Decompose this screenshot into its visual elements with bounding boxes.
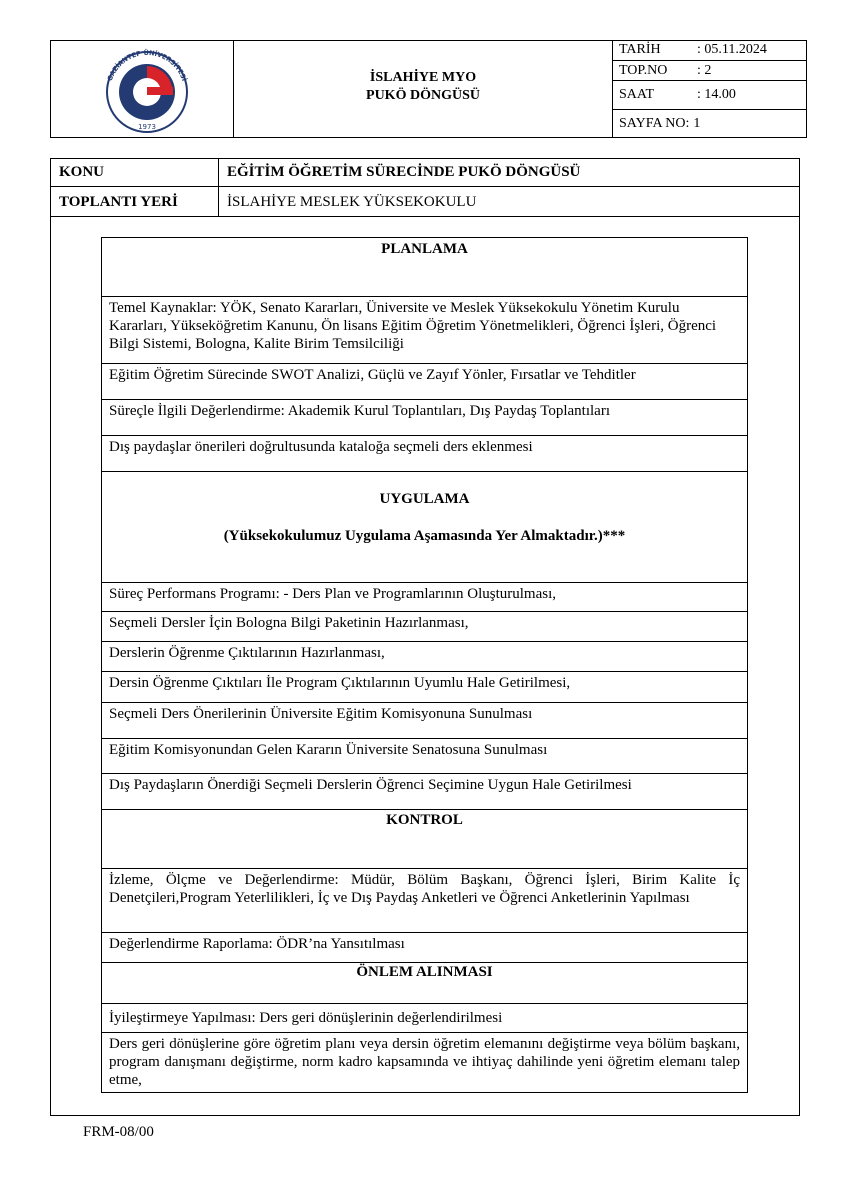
yer-label: TOPLANTI YERİ xyxy=(59,193,178,210)
planlama-heading: PLANLAMA xyxy=(381,241,468,257)
uygulama-row-6-text: Eğitim Komisyonundan Gelen Kararın Üniversite Senatosuna Sunulması xyxy=(109,742,548,758)
onlem-heading: ÖNLEM ALINMASI xyxy=(356,964,493,980)
meta-time-row xyxy=(613,81,807,110)
uygulama-row-3 xyxy=(102,641,747,672)
meta-date-key: TARİH xyxy=(619,42,661,57)
uygulama-row-3-text: Derslerin Öğrenme Çıktılarının Hazırlanması, xyxy=(109,645,385,661)
planlama-row-4 xyxy=(102,435,747,472)
planlama-row-1-text: Temel Kaynaklar: YÖK, Senato Kararları, Üniversite ve Meslek Yüksekokulu Yönetim Kurulu Kararları, Yükseköğretim Kanunu, Ön lisans Eğitim Öğretim Yönetmelikleri, Öğrenci İşleri, Öğrenci Bilgi Sistemi, Bologna, Kalite Birim Temsilciliği xyxy=(109,300,717,352)
kontrol-row-2 xyxy=(102,932,747,963)
uygulama-row-4 xyxy=(102,671,747,703)
svg-text:1973: 1973 xyxy=(138,123,156,131)
kontrol-row-1-text: İzleme, Ölçme ve Değerlendirme: Müdür, Bölüm Başkanı, Öğrenci İşleri, Birim Kalite İç Denetçileri,Program Yeterlilikleri, İç ve Dış Paydaş Anketleri ve Öğrenci Anketlerinin Yapılması xyxy=(109,872,740,906)
meta-topno-value: : 2 xyxy=(697,62,712,78)
onlem-row-1 xyxy=(102,1003,747,1033)
yer-value: İSLAHİYE MESLEK YÜKSEKOKULU xyxy=(227,193,477,210)
konu-value: EĞİTİM ÖĞRETİM SÜRECİNDE PUKÖ DÖNGÜSÜ xyxy=(227,164,581,180)
kontrol-row-2-text: Değerlendirme Raporlama: ÖDR’na Yansıtılması xyxy=(109,936,405,952)
header-title-line1: İSLAHİYE MYO xyxy=(369,70,477,85)
university-logo xyxy=(88,47,206,133)
uygulama-subheading: (Yüksekokulumuz Uygulama Aşamasında Yer Almaktadır.)*** xyxy=(223,528,626,544)
uygulama-row-6 xyxy=(102,738,747,774)
uygulama-row-1 xyxy=(102,582,747,612)
onlem-row-2 xyxy=(102,1032,747,1092)
header-title xyxy=(234,69,612,105)
onlem-row-1-text: İyileştirmeye Yapılması: Ders geri dönüşlerinin değerlendirilmesi xyxy=(109,1010,503,1026)
uygulama-heading-cell xyxy=(102,471,747,583)
meta-date-value: : 05.11.2024 xyxy=(697,42,767,57)
planlama-row-2-text: Eğitim Öğretim Sürecinde SWOT Analizi, Güçlü ve Zayıf Yönler, Fırsatlar ve Tehditler xyxy=(109,367,636,383)
meta-page-row xyxy=(613,110,807,138)
onlem-row-2-text: Ders geri dönüşlerine göre öğretim planı veya dersin öğretim elemanını değiştirme veya bölüm başkanı, program danışmanı değiştirme, norm kadro kapsamında ve ihtiyaç dahilinde yeni öğretim elemanı talep etme, xyxy=(109,1036,740,1088)
meta-page-key: SAYFA NO: xyxy=(619,116,690,131)
uygulama-row-7 xyxy=(102,773,747,810)
uygulama-row-7-text: Dış Paydaşların Önerdiği Seçmeli Derslerin Öğrenci Seçimine Uygun Hale Getirilmesi xyxy=(109,777,632,793)
uygulama-row-2-text: Seçmeli Dersler İçin Bologna Bilgi Paketinin Hazırlanması, xyxy=(109,615,469,631)
meta-topno-row xyxy=(613,61,807,81)
planlama-row-4-text: Dış paydaşlar önerileri doğrultusunda kataloğa seçmeli ders eklenmesi xyxy=(109,439,533,455)
meta-date-row xyxy=(613,40,807,61)
kontrol-heading: KONTROL xyxy=(386,812,463,828)
logo-arc-text: GAZİANTEP ÜNİVERSİTESİ xyxy=(105,48,189,83)
konu-label: KONU xyxy=(59,164,104,180)
meta-page-value: 1 xyxy=(693,116,701,131)
header-title-line2: PUKÖ DÖNGÜSÜ xyxy=(366,88,480,103)
uygulama-row-2 xyxy=(102,611,747,642)
uygulama-heading: UYGULAMA xyxy=(379,491,470,507)
planlama-row-3 xyxy=(102,399,747,436)
planlama-row-3-text: Süreçle İlgili Değerlendirme: Akademik Kurul Toplantıları, Dış Paydaş Toplantıları xyxy=(109,403,610,419)
uygulama-row-4-text: Dersin Öğrenme Çıktıları İle Program Çıktılarının Uyumlu Hale Getirilmesi, xyxy=(109,675,571,691)
kontrol-row-1 xyxy=(102,868,747,933)
planlama-row-2 xyxy=(102,363,747,400)
uygulama-row-1-text: Süreç Performans Programı: - Ders Plan ve Programlarının Oluşturulması, xyxy=(109,586,556,602)
planlama-row-1 xyxy=(102,296,747,364)
meta-time-key: SAAT xyxy=(619,87,655,102)
uygulama-row-5 xyxy=(102,702,747,739)
form-code: FRM-08/00 xyxy=(83,1124,154,1140)
uygulama-row-5-text: Seçmeli Ders Önerilerinin Üniversite Eğitim Komisyonuna Sunulması xyxy=(109,706,533,722)
meta-topno-key: TOP.NO xyxy=(619,62,668,78)
meta-time-value: : 14.00 xyxy=(697,87,736,102)
